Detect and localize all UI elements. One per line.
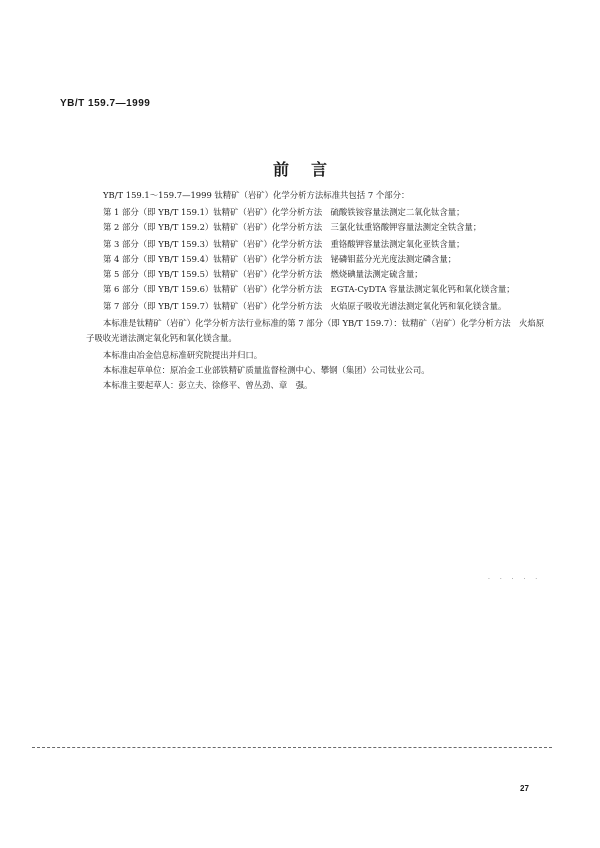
paragraph-part-4: 第 4 部分（即 YB/T 159.4）钛精矿（岩矿）化学分析方法 铋磷钼蓝分光光度法测定磷含量；	[103, 254, 457, 264]
standard-code: YB/T 159.7—1999	[60, 98, 151, 109]
paragraph-drafters: 本标准主要起草人：彭立夫、徐修平、曾丛劲、章 强。	[103, 380, 313, 390]
page-title: 前言	[272, 160, 349, 179]
paragraph-scope: 本标准是钛精矿（岩矿）化学分析方法行业标准的第 7 部分（即 YB/T 159.7）：钛精矿（岩矿）化学分析方法 火焰原子吸收光谱法测定氧化钙和氧化镁含量。	[86, 318, 545, 343]
paragraph-proposer: 本标准由冶金信息标准研究院提出并归口。	[103, 350, 263, 360]
scan-speckle: · · · · ·	[488, 576, 542, 583]
paragraph-part-7: 第 7 部分（即 YB/T 159.7）钛精矿（岩矿）化学分析方法 火焰原子吸收光谱法测定氧化钙和氧化镁含量。	[103, 301, 507, 311]
paragraph-intro: YB/T 159.1～159.7—1999 钛精矿（岩矿）化学分析方法标准共包括 7 个部分：	[103, 190, 410, 200]
paragraph-part-5: 第 5 部分（即 YB/T 159.5）钛精矿（岩矿）化学分析方法 燃烧碘量法测定硫含量；	[103, 269, 423, 279]
paragraph-part-3: 第 3 部分（即 YB/T 159.3）钛精矿（岩矿）化学分析方法 重铬酸钾容量法测定氧化亚铁含量；	[103, 239, 465, 249]
paragraph-part-1: 第 1 部分（即 YB/T 159.1）钛精矿（岩矿）化学分析方法 硫酸铁铵容量法测定二氧化钛含量；	[103, 207, 465, 217]
footer-divider	[32, 747, 552, 748]
paragraph-drafting-unit: 本标准起草单位：原冶金工业部铁精矿质量监督检测中心、攀钢（集团）公司钛业公司。	[103, 365, 430, 375]
preface-body	[86, 188, 548, 393]
paragraph-part-6: 第 6 部分（即 YB/T 159.6）钛精矿（岩矿）化学分析方法 EGTA-CyDTA 容量法测定氧化钙和氧化镁含量；	[103, 284, 515, 294]
paragraph-part-2: 第 2 部分（即 YB/T 159.2）钛精矿（岩矿）化学分析方法 三氯化钛重铬酸钾容量法测定全铁含量；	[103, 222, 482, 232]
page-number: 27	[520, 784, 529, 793]
